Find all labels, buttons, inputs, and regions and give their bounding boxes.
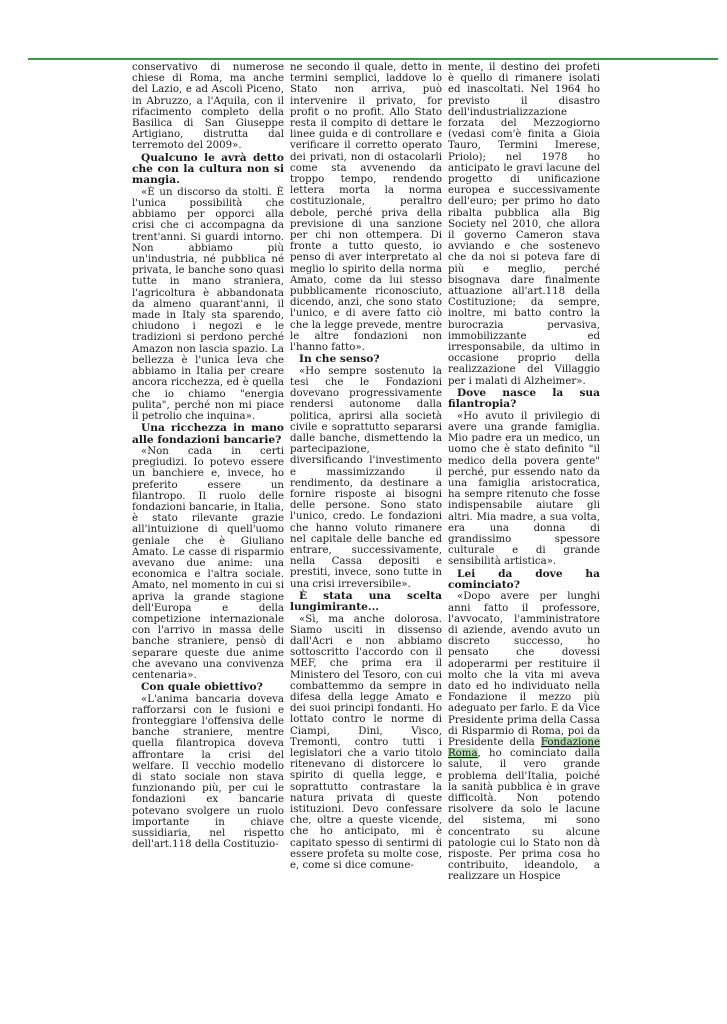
highlighted-term: Roma (448, 748, 478, 760)
paragraph-text: «Dopo avere per lunghi anni fatto il professore, l'avvocato, l'amministratore di aziende, avendo avuto un discreto successo, ho pensato che dovessi adoperarmi per restituire il molto che la vita mi aveva dato ed ho individuato nella Fondazione il mezzo più adeguato per farlo. E da Vice Presidente prima della Cassa di Risparmio di Roma, poi da Presidente della (448, 591, 600, 748)
column-1 (132, 62, 284, 850)
paragraph: «Ho avuto il privilegio di avere una grande famiglia. Mio padre era un medico, un uomo che è stato definito "il medico della povera gente" perché, pur essendo nato da una famiglia aristocratica, ha sempre ritenuto che fosse indispensabile aiutare gli altri. Mia madre, a sua volta, era una donna di grandissimo spessore culturale e di grande sensibilità artistica». (448, 410, 600, 568)
paragraph: conservativo di numerose chiese di Roma, ma anche del Lazio, e ad Ascoli Piceno, in Abruzzo, a l'Aquila, con il rifacimento completo della Basilica di San Giuseppe Artigiano, distrutta dal terremoto del 2009». (132, 62, 284, 152)
question-heading: Con quale obiettivo? (141, 681, 263, 694)
highlighted-term: Fondazione (540, 737, 600, 748)
paragraph: «È un discorso da stolti. È l'unica possibilità che abbiamo per opporci alla crisi che ci accompagna da trent'anni. Si guardi intorno. Non abbiamo più un'industria, né pubblica né privata, le banche sono quasi tutte in mano straniera, l'agricoltura è abbandonata da almeno quarant'anni, il made in Italy sta sparendo, chiudono i negozi e le tradizioni si perdono perché Amazon non lascia spazio. La bellezza è l'unica leva che abbiamo in Italia per creare ancora ricchezza, ed è quella che io chiamo "energia pulita", perché non mi piace il petrolio che inquina». (132, 186, 284, 422)
paragraph: mente, il destino dei profeti è quello di rimanere isolati ed inascoltati. Nel 1964 ho previsto il disastro dell'industrializzazione forzata del Mezzogiorno (vedasi com'è finita a Gioia Tauro, Termini Imerese, Priolo); nel 1978 ho anticipato le gravi lacune del progetto di unificazione europea e successivamente dell'euro; per primo ho dato ribalta pubblica alla Big Society nel 2010, che allora il governo Cameron stava avviando e che sostenevo che da noi si poteva fare di più e meglio, perché bisognava dare finalmente attuazione all'art.118 della Costituzione; da sempre, inoltre, mi batto contro la burocrazia pervasiva, immobilizzante ed irresponsabile, da ultimo in occasione proprio della realizzazione del Villaggio per i malati di Alzheimer». (448, 62, 600, 387)
question-heading: Dove nasce la sua filantropia? (448, 386, 600, 411)
paragraph: ne secondo il quale, detto in termini semplici, laddove lo Stato non arriva, può intervenire il privato, for profit o no profit. Allo Stato resta il compito di dettare le linee guida e di controllare e verificare il corretto operato dei privati, non di ostacolarli come sta avvenendo da troppo tempo, rendendo lettera morta la norma costituzionale, peraltro debole, perché priva della previsione di una sanzione per chi non ottempera. Di fronte a tutto questo, io penso di aver interpretato al meglio lo spirito della norma Amato, come da lui stesso pubblicamente riconosciuto, dicendo, anzi, che sono stato l'unico, e di avere fatto ciò che la legge prevede, mentre le altre fondazioni non l'hanno fatto». (290, 62, 442, 354)
paragraph (448, 591, 600, 882)
article-body (132, 62, 600, 883)
question-heading: Una ricchezza in mano alle fondazioni bancarie? (132, 422, 284, 446)
paragraph: «Ho sempre sostenuto la tesi che le Fondazioni dovevano progressivamente rendersi autonome dalla politica, aprirsi alla società civile e soprattutto separarsi dalle banche, dismettendo la partecipazione, diversificando l'investimento e massimizzando il rendimento, da destinare a fornire risposte ai bisogni delle persone. Sono stato l'unico, credo. Le fondazioni che hanno voluto rimanere nel capitale delle banche ed entrare, successivamente, nella Cassa depositi e prestiti, invece, sono tutte in una crisi irreversibile». (290, 365, 442, 590)
header-rule (28, 58, 718, 60)
paragraph-text: , ho cominciato dalla salute, il vero grande problema dell'Italia, poiché la sanità pubblica è in grave difficoltà. Non potendo risolvere da solo le lacune del sistema, mi sono concentrato su alcune patologie cui lo Stato non dà risposte. Per prima cosa ho contribuito, ideandolo, a realizzare un Hospice (448, 748, 600, 883)
paragraph: «L'anima bancaria doveva rafforzarsi con le fusioni e fronteggiare l'offensiva delle banche straniere, mentre quella filantropica doveva affrontare la crisi del welfare. Il vecchio modello di stato sociale non stava funzionando più, per cui le fondazioni ex bancarie potevano svolgere un ruolo importante in chiave sussidiaria, nel rispetto dell'art.118 della Costituzio- (132, 693, 284, 851)
column-2 (290, 62, 442, 871)
paragraph: «Non cada in certi pregiudizi. Io potevo essere un banchiere e, invece, ho preferito essere un filantropo. Il ruolo delle fondazioni bancarie, in Italia, è stato rilevante grazie all'intuizione di quell'uomo geniale che è Giuliano Amato. Le casse di risparmio avevano due anime: una economica e l'altra sociale. Amato, nel momento in cui si apriva la grande stagione dell'Europa e della competizione internazionale con l'arrivo in massa delle banche straniere, pensò di separare queste due anime che avevano una convivenza centenaria». (132, 445, 284, 681)
question-heading: Qualcuno le avrà detto che con la cultura non si mangia. (132, 151, 284, 187)
paragraph: «Sì, ma anche dolorosa. Siamo usciti in dissenso dall'Acri e non abbiamo sottoscritto l'accordo con il MEF, che prima era il Ministero del Tesoro, con cui combattemmo da sempre in difesa della legge Amato e dei suoi principi fondanti. Ho lottato contro le norme di Ciampi, Dini, Visco, Tremonti, contro tutti i legislatori che a vario titolo ritenevano di distorcere lo spirito di quella legge, e soprattutto contrastare la natura privata di queste istituzioni. Devo confessare che, oltre a queste vicende, che ho anticipato, mi è capitato spesso di sentirmi di essere profeta su molte cose, e, come si dice comune- (290, 613, 442, 872)
column-3 (448, 62, 600, 883)
question-heading: È stata una scelta lungimirante... (290, 589, 442, 614)
question-heading: In che senso? (299, 353, 380, 366)
question-heading: Lei da dove ha cominciato? (448, 567, 600, 591)
